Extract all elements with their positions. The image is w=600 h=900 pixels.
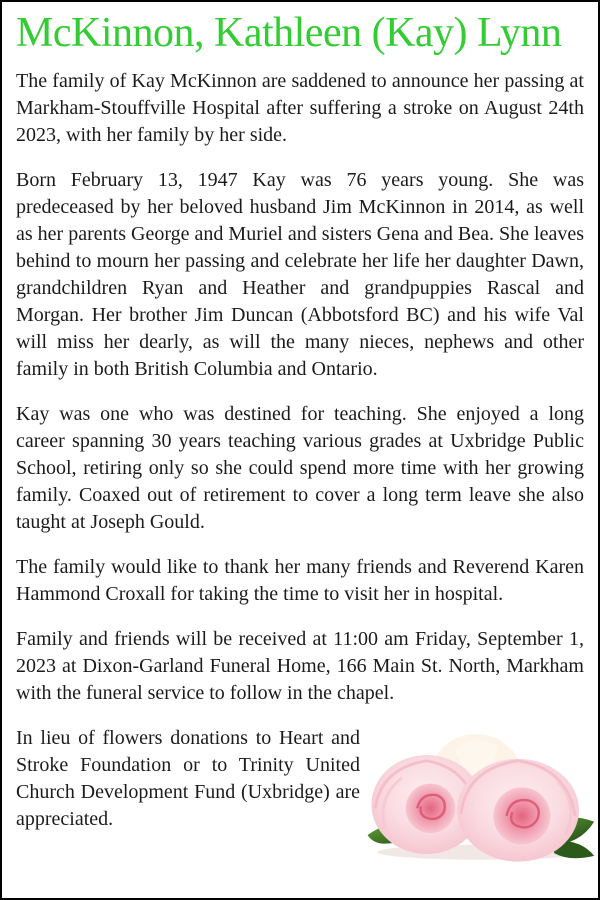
paragraph-service-details: Family and friends will be received at 11:00 am Friday, September 1, 2023 at Dixon-Garland Funeral Home, 166 Main St. North, Markham with the funeral service to follow in the chapel. (16, 628, 584, 705)
obituary-title: McKinnon, Kathleen (Kay) Lynn (16, 10, 562, 56)
final-row (16, 725, 584, 863)
right-rose-center (493, 787, 550, 844)
paragraph-biography-family: Born February 13, 1947 Kay was 76 years young. She was predeceased by her beloved husband Jim McKinnon in 2014, as well as her parents George and Muriel and sisters Gena and Bea. She leaves behind to mourn her passing and celebrate her life her daughter Dawn, grandchildren Ryan and Heather and grandpuppies Rascal and Morgan. Her brother Jim Duncan (Abbotsford BC) and his wife Val will miss her dearly, as will the many nieces, nephews and other family in both British Columbia and Ontario. (16, 169, 584, 381)
pink-roses-image (360, 727, 598, 863)
left-rose-center (406, 784, 456, 834)
paragraph-passing-announcement: The family of Kay McKinnon are saddened to announce her passing at Markham-Stouffville Hospital after suffering a stroke on August 24th 2023, with her family by her side. (16, 70, 584, 147)
paragraph-teaching-career: Kay was one who was destined for teaching. She enjoyed a long career spanning 30 years teaching various grades at Uxbridge Public School, retiring only so she could spend more time with her growing family. Coaxed out of retirement to cover a long term leave she also taught at Joseph Gould. (16, 403, 584, 534)
paragraph-thanks: The family would like to thank her many friends and Reverend Karen Hammond Croxall for taking the time to visit her in hospital. (16, 556, 584, 606)
paragraph-donations: In lieu of flowers donations to Heart and Stroke Foundation or to Trinity United Church Development Fund (Uxbridge) are appreciated. (16, 727, 360, 831)
